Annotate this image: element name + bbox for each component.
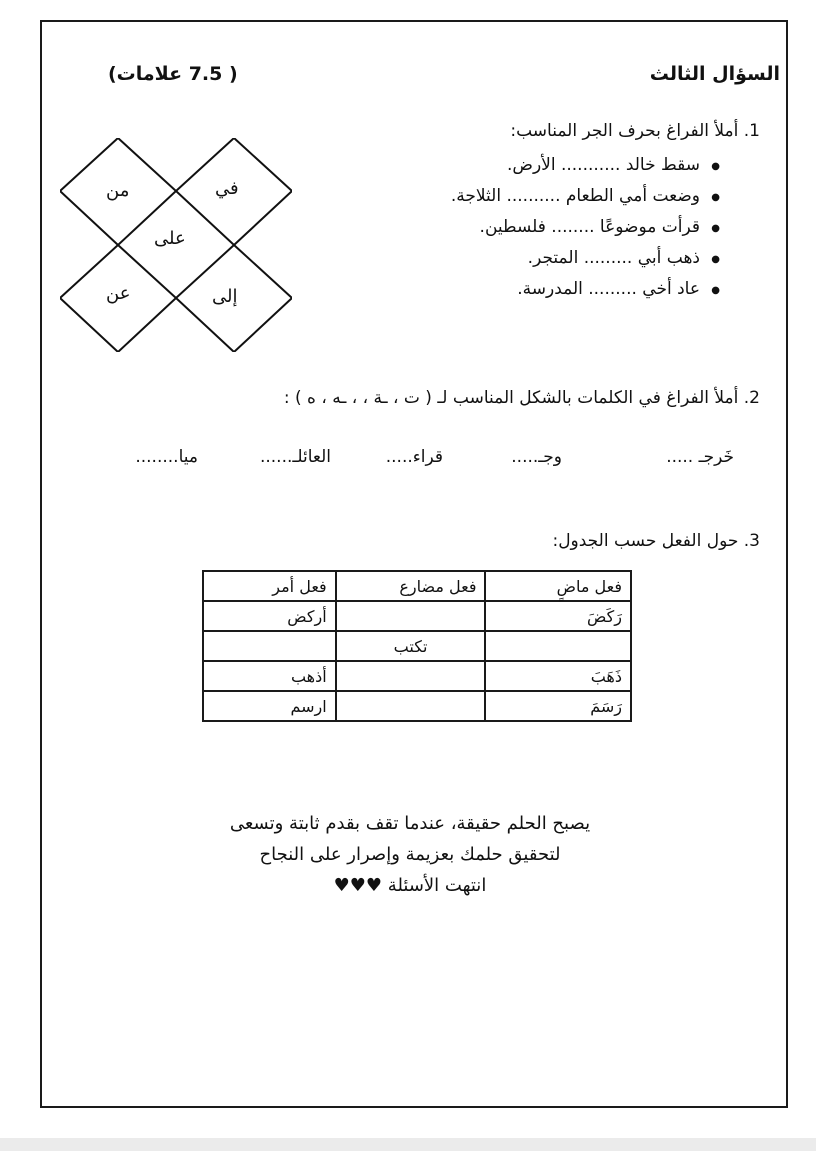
word-bank-ala: على — [154, 228, 186, 249]
q1-prompt: 1. أملأ الفراغ بحرف الجر المناسب: — [510, 121, 760, 141]
table-row — [203, 661, 631, 691]
word-bank-ila: إلى — [212, 286, 238, 307]
q1-sentence: ● سقط خالد ........... الأرض. — [451, 150, 720, 181]
q3-prompt: 3. حول الفعل حسب الجدول: — [552, 531, 760, 551]
cell-past: رَسَمَ — [485, 691, 631, 721]
cell-imperative — [203, 631, 336, 661]
cell-imperative: أذهب — [203, 661, 336, 691]
closing-message — [150, 808, 670, 901]
q2-word: قراء..... — [385, 447, 443, 467]
cell-present — [336, 691, 486, 721]
word-bank-min: من — [106, 180, 130, 201]
word-bank-diagram — [60, 138, 292, 352]
header-past: فعل ماضٍ — [485, 571, 631, 601]
q1-sentence: ● قرأت موضوعًا ........ فلسطين. — [451, 212, 720, 243]
section-title: السؤال الثالث — [649, 63, 780, 85]
table-header-row — [203, 571, 631, 601]
table-row — [203, 631, 631, 661]
section-marks: ( 7.5 علامات) — [108, 63, 238, 85]
q2-word: العائلـ...... — [259, 447, 331, 467]
cell-present — [336, 601, 486, 631]
q1-sentence: ● عاد أخي ......... المدرسة. — [451, 274, 720, 305]
cell-present: تكتب — [336, 631, 486, 661]
q1-sentence: ● ذهب أبي ......... المتجر. — [451, 243, 720, 274]
cell-imperative: أركض — [203, 601, 336, 631]
header-present: فعل مضارع — [336, 571, 486, 601]
q2-prompt: 2. أملأ الفراغ في الكلمات بالشكل المناسب لـ ( ت ، ـة ، ، ـه ، ه ) : — [283, 388, 760, 408]
q2-word: ميا........ — [135, 447, 198, 467]
closing-line-1: يصبح الحلم حقيقة، عندما تقف بقدم ثابتة وتسعى — [229, 813, 591, 834]
word-bank-an: عن — [106, 283, 131, 304]
q2-word: خَرجـ ..... — [666, 447, 734, 467]
table-row — [203, 691, 631, 721]
closing-line-2: لتحقيق حلمك بعزيمة وإصرار على النجاح — [259, 844, 561, 865]
q1-sentence: ● وضعت أمي الطعام .......... الثلاجة. — [451, 181, 720, 212]
cell-past: رَكَضَ — [485, 601, 631, 631]
closing-line-3: انتهت الأسئلة ♥♥♥ — [333, 875, 487, 896]
q1-sentence-list — [451, 150, 720, 305]
verb-conversion-table — [202, 570, 632, 722]
cell-imperative: ارسم — [203, 691, 336, 721]
cell-past: ذَهَبَ — [485, 661, 631, 691]
table-row — [203, 601, 631, 631]
header-imperative: فعل أمر — [203, 571, 336, 601]
q2-word: وجـ..... — [511, 447, 562, 467]
cell-past — [485, 631, 631, 661]
cell-present — [336, 661, 486, 691]
word-bank-fi: في — [215, 178, 239, 199]
